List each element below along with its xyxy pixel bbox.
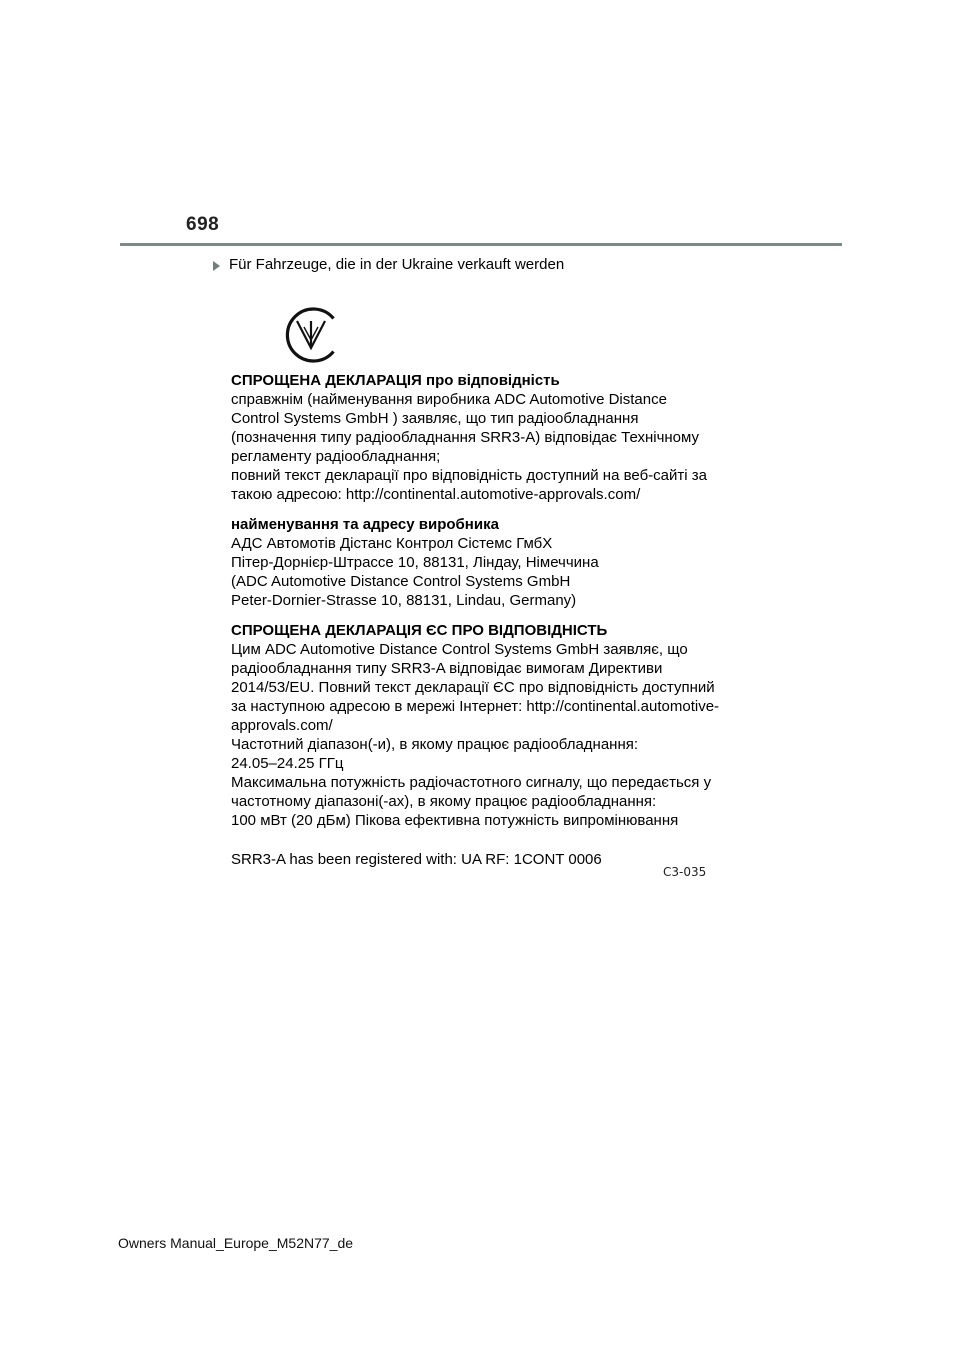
simplified-declaration-heading: СПРОЩЕНА ДЕКЛАРАЦІЯ про відповідність <box>231 372 560 389</box>
declaration-content <box>231 371 751 830</box>
figure-reference-code: C3-035 <box>663 865 707 879</box>
eu-declaration-block <box>231 621 751 830</box>
text-line: регламенту радіообладнання; <box>231 448 441 465</box>
page-number: 698 <box>186 214 220 235</box>
text-line: (позначення типу радіообладнання SRR3-A) відповідає Технічному <box>231 429 700 446</box>
page-footer: Owners Manual_Europe_M52N77_de <box>118 1235 354 1251</box>
text-line: радіообладнання типу SRR3-A відповідає вимогам Директиви <box>231 660 663 677</box>
text-line: approvals.com/ <box>231 717 333 734</box>
registration-line: SRR3-A has been registered with: UA RF: 1CONT 0006 <box>231 851 602 868</box>
ukraine-conformity-mark-icon <box>283 305 343 365</box>
section-subtitle <box>213 256 564 274</box>
triangle-bullet-icon <box>213 261 220 271</box>
text-line: Peter-Dornier-Strasse 10, 88131, Lindau, Germany) <box>231 592 577 609</box>
text-line: справжнім (найменування виробника ADC Automotive Distance <box>231 391 667 408</box>
text-line: АДС Автомотів Дістанс Контрол Сістемс ГмбХ <box>231 535 553 552</box>
simplified-declaration-block <box>231 371 751 504</box>
text-line: 100 мВт (20 дБм) Пікова ефективна потужність випромінювання <box>231 812 679 829</box>
text-line: Control Systems GmbH ) заявляє, що тип радіообладнання <box>231 410 639 427</box>
text-line: частотному діапазоні(-ах), в якому працює радіообладнання: <box>231 793 657 810</box>
section-subtitle-text: Für Fahrzeuge, die in der Ukraine verkauft werden <box>229 256 565 273</box>
text-line: Пітер-Дорнієр-Штрассе 10, 88131, Ліндау, Німеччина <box>231 554 599 571</box>
text-line: Максимальна потужність радіочастотного сигналу, що передається у <box>231 774 712 791</box>
text-line: Частотний діапазон(-и), в якому працює радіообладнання: <box>231 736 639 753</box>
text-line: Цим ADC Automotive Distance Control Systems GmbH заявляє, що <box>231 641 688 658</box>
text-line: повний текст декларації про відповідність доступний на веб-сайті за <box>231 467 707 484</box>
manufacturer-heading: найменування та адресу виробника <box>231 516 499 533</box>
text-line: такою адресою: http://continental.automotive-approvals.com/ <box>231 486 641 503</box>
header-rule <box>120 243 842 246</box>
text-line: за наступною адресою в мережі Інтернет: http://continental.automotive- <box>231 698 720 715</box>
eu-declaration-heading: СПРОЩЕНА ДЕКЛАРАЦІЯ ЄС ПРО ВІДПОВІДНІСТЬ <box>231 622 608 639</box>
text-line: (ADC Automotive Distance Control Systems GmbH <box>231 573 571 590</box>
text-line: 24.05–24.25 ГГц <box>231 755 344 772</box>
manufacturer-block <box>231 515 751 610</box>
text-line: 2014/53/EU. Повний текст декларації ЄС про відповідність доступний <box>231 679 715 696</box>
